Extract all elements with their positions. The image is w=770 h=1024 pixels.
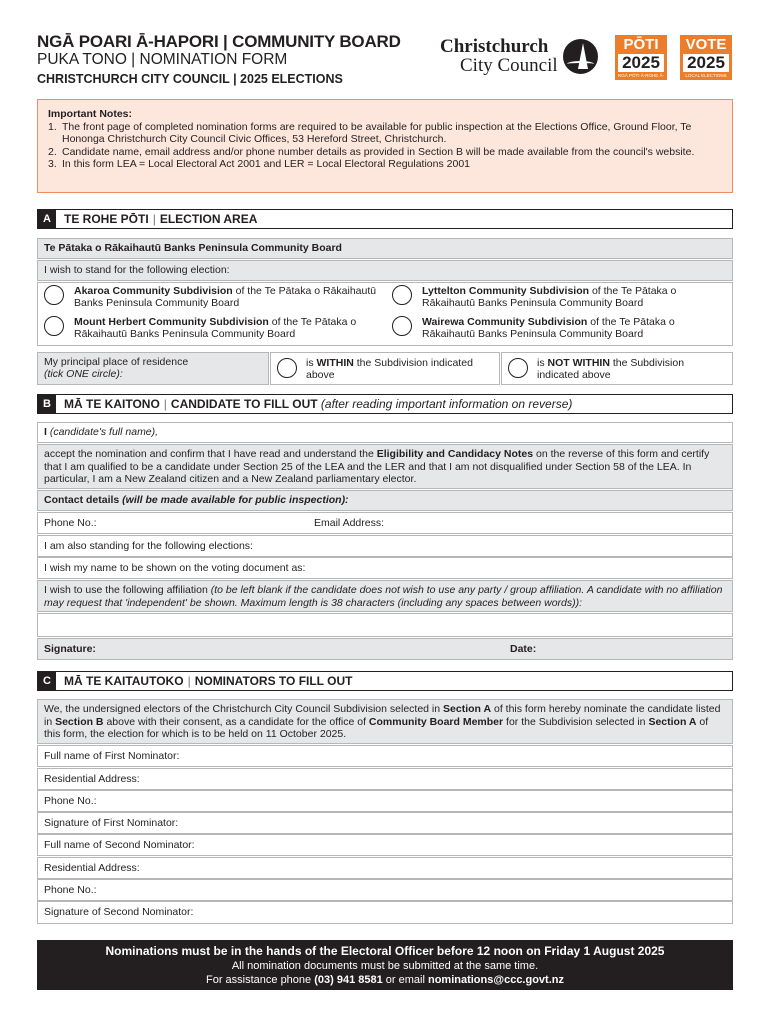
note-number: 1. — [48, 120, 57, 133]
section-title-maori: MĀ TE KAITAUTOKO — [64, 674, 184, 688]
field-label: Signature of First Nominator: — [44, 817, 179, 829]
notwithin-bold: NOT WITHIN — [547, 357, 610, 369]
field-label: Full name of Second Nominator: — [44, 839, 195, 851]
section-title: MĀ TE KAITAUTOKO | NOMINATORS TO FILL OUT — [64, 674, 353, 688]
accept-post: on the reverse of this form and certify that I am qualified to be a candidate under Section 25 of the LEA and the LER and that I am not disqualified under Section 58 of the LEA. In particular, I am a New Zealand citizen and a New Zealand parliamentary elector. — [44, 448, 710, 485]
note-item — [48, 158, 722, 171]
candidate-name-field[interactable] — [37, 422, 733, 443]
also-standing-field[interactable] — [37, 535, 733, 557]
option-bold: Lyttelton Community Subdivision — [422, 285, 590, 297]
option-rest: of the Te Pātaka o Rākaihautū Banks Peninsula Community Board — [74, 285, 377, 309]
notwithin-rest: the Subdivision indicated above — [537, 357, 685, 381]
stand-election-row — [37, 260, 733, 281]
note-text: In this form LEA = Local Electoral Act 2001 and LER = Local Electoral Regulations 2001 — [62, 158, 470, 170]
section-c-header — [37, 671, 733, 691]
wairewa-option-label — [422, 317, 722, 340]
phone-email-row — [37, 512, 733, 534]
within-pre: is — [306, 357, 317, 369]
first-nominator-name-field[interactable] — [37, 745, 733, 767]
section-title-note: (after reading important information on reverse) — [320, 397, 573, 411]
note-item — [48, 146, 722, 159]
within-rest: the Subdivision indicated above — [306, 357, 473, 381]
intro-text: of this form hereby nominate the candidate listed in — [44, 703, 721, 728]
not-within-radio[interactable] — [508, 358, 528, 378]
second-nominator-phone-field[interactable] — [37, 879, 733, 901]
residence-hint: (tick ONE circle): — [44, 368, 123, 380]
voting-name-field[interactable] — [37, 557, 733, 579]
signature-row — [37, 638, 733, 660]
field-label: Phone No.: — [44, 795, 97, 807]
option-rest: of the Te Pātaka o Rākaihautū Banks Peninsula Community Board — [422, 316, 675, 340]
field-label: Residential Address: — [44, 862, 140, 874]
intro-text: for the Subdivision selected in — [503, 715, 649, 728]
vote-year: 2025 — [683, 54, 729, 72]
section-a-header — [37, 209, 733, 229]
section-title-english: ELECTION AREA — [159, 212, 258, 226]
accept-bold: Eligibility and Candidacy Notes — [376, 448, 534, 460]
affiliation-italic: (to be left blank if the candidate does not wish to use any party / group affiliation. A candidate with no affiliation may request that 'independent' be shown. Maximum length is 38 characters (including any spaces between words)): — [44, 584, 723, 609]
date-field[interactable]: Date: — [510, 643, 537, 655]
section-letter: C — [38, 672, 56, 690]
assistance-mid: or email — [382, 974, 428, 986]
affiliation-pre: I wish to use the following affiliation — [44, 584, 211, 596]
affiliation-field[interactable] — [37, 613, 733, 637]
field-label: Signature of Second Nominator: — [44, 906, 194, 918]
residence-label: My principal place of residence — [44, 356, 189, 368]
stand-election-text: I wish to stand for the following election: — [44, 264, 230, 276]
note-number: 3. — [48, 158, 57, 170]
within-radio[interactable] — [277, 358, 297, 378]
intro-text: above with their consent, as a candidate for the office of — [103, 715, 369, 728]
candidate-name-label: (candidate's full name), — [46, 426, 159, 438]
contact-details-row — [37, 490, 733, 511]
mount-herbert-radio[interactable] — [44, 316, 64, 336]
email-field[interactable]: Email Address: — [314, 517, 385, 529]
candidate-name-bold: I — [44, 426, 47, 438]
field-label: Full name of First Nominator: — [44, 750, 180, 762]
logo-text-line1: Christchurch — [440, 36, 549, 57]
second-nominator-name-field[interactable] — [37, 834, 733, 856]
poti-top: PŌTI — [623, 36, 659, 53]
also-standing-label: I am also standing for the following elections: — [44, 540, 253, 552]
within-bold: WITHIN — [316, 357, 354, 369]
vote-2025-badge — [680, 35, 732, 80]
nominators-intro — [37, 699, 733, 744]
option-rest: of the Te Pātaka o Rākaihautū Banks Peninsula Community Board — [422, 285, 677, 309]
board-name: Te Pātaka o Rākaihautū Banks Peninsula Community Board — [44, 242, 342, 254]
option-bold: Mount Herbert Community Subdivision — [74, 316, 269, 328]
akaroa-option-label — [74, 286, 384, 309]
poti-year: 2025 — [618, 54, 664, 72]
intro-bold: Section A — [648, 715, 697, 728]
contact-bold: Contact details — [44, 494, 120, 506]
assistance-line — [37, 973, 733, 987]
candidate-signature-field[interactable]: Signature: — [44, 643, 96, 655]
section-title: TE ROHE PŌTI | ELECTION AREA — [64, 212, 258, 226]
vote-top: VOTE — [685, 36, 727, 53]
first-nominator-phone-field[interactable] — [37, 790, 733, 812]
note-text: The front page of completed nomination forms are required to be available for public inspection at the Elections Office, Ground Floor, Te Hononga Christchurch City Council Civic Offices, 53 Hereford Street, Christchurch. — [62, 120, 692, 145]
section-b-header — [37, 394, 733, 414]
section-title-english: NOMINATORS TO FILL OUT — [194, 674, 353, 688]
notwithin-pre: is — [537, 357, 548, 369]
note-item — [48, 121, 722, 146]
submission-note: All nomination documents must be submitted at the same time. — [231, 960, 539, 972]
section-letter: A — [38, 210, 56, 228]
voting-name-label: I wish my name to be shown on the voting document as: — [44, 562, 306, 574]
assistance-phone: (03) 941 8581 — [314, 974, 383, 986]
assistance-email-link[interactable]: nominations@ccc.govt.nz — [427, 974, 564, 986]
contact-italic: (will be made available for public inspection): — [119, 494, 349, 506]
first-nominator-address-field[interactable] — [37, 768, 733, 790]
note-number: 2. — [48, 145, 57, 158]
option-rest: of the Te Pātaka o Rākaihautū Banks Peninsula Community Board — [74, 316, 357, 340]
note-text: Candidate name, email address and/or phone number details as provided in Section B will be made available from the council's website. — [62, 145, 695, 158]
accept-pre: accept the nomination and confirm that I have read and understand the — [44, 448, 377, 460]
option-bold: Wairewa Community Subdivision — [422, 316, 588, 328]
section-title-maori: MĀ TE KAITONO — [64, 397, 160, 411]
option-bold: Akaroa Community Subdivision — [74, 285, 233, 297]
assistance-pre: For assistance phone — [205, 974, 315, 986]
within-label — [306, 358, 496, 381]
lyttelton-radio[interactable] — [392, 285, 412, 305]
poti-small: NGĀ PŌTI Ā-ROHE Ā-TAONE — [617, 73, 664, 84]
residence-label-cell — [37, 352, 269, 385]
mount-herbert-option-label — [74, 317, 384, 340]
wairewa-radio[interactable] — [392, 316, 412, 336]
intro-text: of this form, the election for which is to be held on 11 October 2025. — [44, 715, 709, 740]
section-title: MĀ TE KAITONO | CANDIDATE TO FILL OUT (after reading important information on reverse) — [64, 397, 573, 411]
second-nominator-address-field[interactable] — [37, 857, 733, 879]
board-name-row — [37, 238, 733, 259]
field-label: Phone No.: — [44, 884, 97, 896]
intro-bold: Community Board Member — [368, 715, 504, 728]
form-title-council: CHRISTCHURCH CITY COUNCIL | 2025 ELECTIONS — [37, 72, 343, 86]
second-nominator-signature-field[interactable] — [37, 901, 733, 924]
christchurch-city-council-logo — [440, 37, 600, 77]
vote-small: LOCAL ELECTIONS — [685, 73, 727, 78]
phone-field[interactable]: Phone No.: — [44, 517, 97, 529]
submission-footer — [37, 940, 733, 990]
field-label: Residential Address: — [44, 773, 140, 785]
important-notes — [37, 99, 733, 193]
lyttelton-option-label — [422, 286, 722, 309]
section-letter: B — [38, 395, 56, 413]
cathedral-icon — [563, 39, 598, 74]
akaroa-radio[interactable] — [44, 285, 64, 305]
acceptance-statement — [37, 444, 733, 489]
section-title-maori: TE ROHE PŌTI — [64, 212, 149, 226]
form-title-board: NGĀ POARI Ā-HAPORI | COMMUNITY BOARD — [37, 32, 401, 51]
not-within-label — [537, 358, 727, 381]
notes-list — [48, 121, 722, 171]
intro-bold: Section A — [443, 703, 492, 715]
intro-text: We, the undersigned electors of the Christchurch City Council Subdivision selected in — [44, 703, 444, 715]
form-header — [37, 33, 737, 85]
notes-title: Important Notes: — [48, 108, 132, 120]
affiliation-instructions — [37, 580, 733, 612]
deadline-text: Nominations must be in the hands of the Electoral Officer before 12 noon on Friday 1 August 2025 — [105, 944, 665, 958]
section-title-english: CANDIDATE TO FILL OUT — [170, 397, 318, 411]
logo-text-line2: City Council — [460, 55, 558, 76]
form-title-nomination: PUKA TONO | NOMINATION FORM — [37, 51, 288, 68]
poti-2025-badge — [615, 35, 667, 84]
intro-bold: Section B — [55, 715, 104, 728]
first-nominator-signature-field[interactable] — [37, 812, 733, 834]
